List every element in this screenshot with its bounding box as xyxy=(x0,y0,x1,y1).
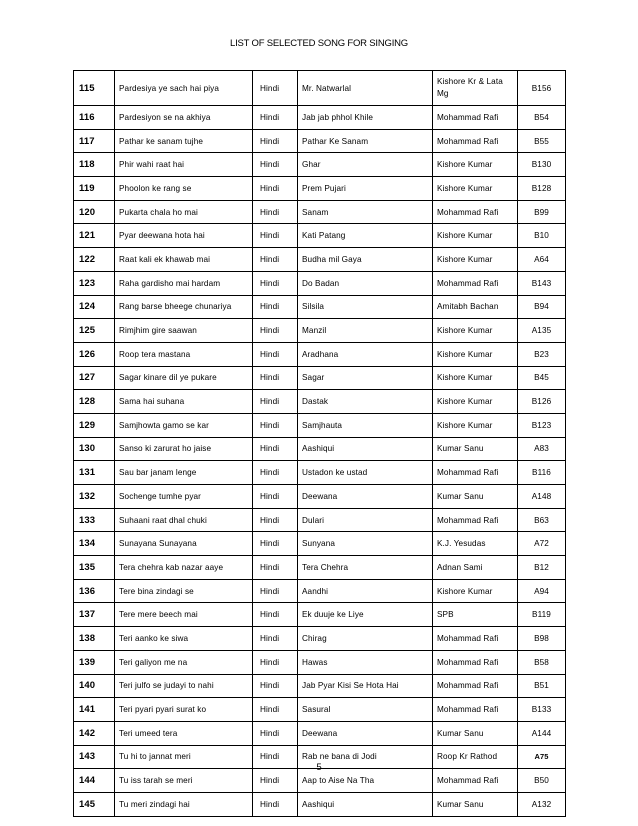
table-row xyxy=(74,485,566,509)
film-cell: Ghar xyxy=(298,153,433,177)
language-cell: Hindi xyxy=(253,390,298,414)
language-cell: Hindi xyxy=(253,603,298,627)
table-row xyxy=(74,200,566,224)
song-code-cell: A135 xyxy=(518,319,566,343)
singer-cell: Kishore Kumar xyxy=(433,153,518,177)
song-code-cell: B99 xyxy=(518,200,566,224)
song-code-cell: B133 xyxy=(518,698,566,722)
song-number-cell: 118 xyxy=(74,153,115,177)
song-title-cell: Teri pyari pyari surat ko xyxy=(115,698,253,722)
language-cell: Hindi xyxy=(253,745,298,769)
singer-cell: Mohammad Rafi xyxy=(433,271,518,295)
singer-cell: Kumar Sanu xyxy=(433,792,518,816)
singer-cell: Mohammad Rafi xyxy=(433,650,518,674)
table-row xyxy=(74,532,566,556)
table-row xyxy=(74,698,566,722)
song-number-cell: 143 xyxy=(74,745,115,769)
table-row xyxy=(74,295,566,319)
language-cell: Hindi xyxy=(253,366,298,390)
song-title-cell: Teri julfo se judayi to nahi xyxy=(115,674,253,698)
song-number-cell: 125 xyxy=(74,319,115,343)
film-cell: Dulari xyxy=(298,508,433,532)
singer-cell: Adnan Sami xyxy=(433,556,518,580)
song-code-cell: A132 xyxy=(518,792,566,816)
song-number-cell: 116 xyxy=(74,106,115,130)
song-number-cell: 142 xyxy=(74,721,115,745)
song-number-cell: 115 xyxy=(74,71,115,106)
song-code-cell: A72 xyxy=(518,532,566,556)
film-cell: Sagar xyxy=(298,366,433,390)
song-title-cell: Tere bina zindagi se xyxy=(115,579,253,603)
song-code-cell: B54 xyxy=(518,106,566,130)
song-code-cell: B51 xyxy=(518,674,566,698)
film-cell: Budha mil Gaya xyxy=(298,248,433,272)
song-title-cell: Rang barse bheege chunariya xyxy=(115,295,253,319)
song-code-cell: B10 xyxy=(518,224,566,248)
table-row xyxy=(74,461,566,485)
song-title-cell: Tu iss tarah se meri xyxy=(115,769,253,793)
film-cell: Silsila xyxy=(298,295,433,319)
language-cell: Hindi xyxy=(253,437,298,461)
film-cell: Do Badan xyxy=(298,271,433,295)
song-code-cell: B55 xyxy=(518,129,566,153)
song-title-cell: Samjhowta gamo se kar xyxy=(115,413,253,437)
film-cell: Aandhi xyxy=(298,579,433,603)
singer-cell: Kishore Kumar xyxy=(433,224,518,248)
film-cell: Sasural xyxy=(298,698,433,722)
film-cell: Dastak xyxy=(298,390,433,414)
film-cell: Deewana xyxy=(298,721,433,745)
song-number-cell: 123 xyxy=(74,271,115,295)
song-number-cell: 134 xyxy=(74,532,115,556)
song-title-cell: Sochenge tumhe pyar xyxy=(115,485,253,509)
film-cell: Ustadon ke ustad xyxy=(298,461,433,485)
language-cell: Hindi xyxy=(253,674,298,698)
song-code-cell: B45 xyxy=(518,366,566,390)
song-title-cell: Teri umeed tera xyxy=(115,721,253,745)
song-number-cell: 126 xyxy=(74,342,115,366)
language-cell: Hindi xyxy=(253,153,298,177)
language-cell: Hindi xyxy=(253,792,298,816)
song-number-cell: 127 xyxy=(74,366,115,390)
singer-cell: Mohammad Rafi xyxy=(433,129,518,153)
song-code-cell: A75 xyxy=(518,745,566,769)
song-code-cell: B23 xyxy=(518,342,566,366)
song-code-cell: B94 xyxy=(518,295,566,319)
singer-cell: Kishore Kumar xyxy=(433,390,518,414)
song-title-cell: Pyar deewana hota hai xyxy=(115,224,253,248)
singer-cell: Kishore Kumar xyxy=(433,413,518,437)
song-title-cell: Sunayana Sunayana xyxy=(115,532,253,556)
table-row xyxy=(74,71,566,106)
table-row xyxy=(74,437,566,461)
language-cell: Hindi xyxy=(253,579,298,603)
song-title-cell: Sanso ki zarurat ho jaise xyxy=(115,437,253,461)
song-code-cell: B50 xyxy=(518,769,566,793)
language-cell: Hindi xyxy=(253,461,298,485)
song-table-body xyxy=(74,71,566,817)
song-title-cell: Pathar ke sanam tujhe xyxy=(115,129,253,153)
song-number-cell: 129 xyxy=(74,413,115,437)
song-title-cell: Phir wahi raat hai xyxy=(115,153,253,177)
film-cell: Sanam xyxy=(298,200,433,224)
singer-cell: Mohammad Rafi xyxy=(433,461,518,485)
table-row xyxy=(74,366,566,390)
song-number-cell: 136 xyxy=(74,579,115,603)
singer-cell: Mohammad Rafi xyxy=(433,627,518,651)
song-number-cell: 144 xyxy=(74,769,115,793)
language-cell: Hindi xyxy=(253,532,298,556)
language-cell: Hindi xyxy=(253,721,298,745)
table-row xyxy=(74,721,566,745)
singer-cell: Mohammad Rafi xyxy=(433,508,518,532)
song-code-cell: B116 xyxy=(518,461,566,485)
film-cell: Mr. Natwarlal xyxy=(298,71,433,106)
table-row xyxy=(74,508,566,532)
song-code-cell: B156 xyxy=(518,71,566,106)
film-cell: Samjhauta xyxy=(298,413,433,437)
table-row xyxy=(74,319,566,343)
language-cell: Hindi xyxy=(253,129,298,153)
song-title-cell: Suhaani raat dhal chuki xyxy=(115,508,253,532)
song-title-cell: Raat kali ek khawab mai xyxy=(115,248,253,272)
singer-cell: Kishore Kumar xyxy=(433,177,518,201)
page-number: 5 xyxy=(316,762,322,773)
song-number-cell: 135 xyxy=(74,556,115,580)
language-cell: Hindi xyxy=(253,177,298,201)
language-cell: Hindi xyxy=(253,698,298,722)
language-cell: Hindi xyxy=(253,319,298,343)
table-row xyxy=(74,650,566,674)
language-cell: Hindi xyxy=(253,224,298,248)
language-cell: Hindi xyxy=(253,769,298,793)
song-code-cell: B58 xyxy=(518,650,566,674)
table-row xyxy=(74,556,566,580)
song-code-cell: A64 xyxy=(518,248,566,272)
song-title-cell: Sau bar janam lenge xyxy=(115,461,253,485)
page-title: LIST OF SELECTED SONG FOR SINGING xyxy=(230,38,408,49)
singer-cell: Kumar Sanu xyxy=(433,437,518,461)
song-number-cell: 141 xyxy=(74,698,115,722)
song-title-cell: Roop tera mastana xyxy=(115,342,253,366)
table-row xyxy=(74,674,566,698)
song-number-cell: 119 xyxy=(74,177,115,201)
singer-cell: Mohammad Rafi xyxy=(433,698,518,722)
language-cell: Hindi xyxy=(253,342,298,366)
song-code-cell: B123 xyxy=(518,413,566,437)
singer-cell: Kishore Kumar xyxy=(433,579,518,603)
singer-cell: K.J. Yesudas xyxy=(433,532,518,556)
song-number-cell: 145 xyxy=(74,792,115,816)
song-title-cell: Tera chehra kab nazar aaye xyxy=(115,556,253,580)
singer-cell: Kumar Sanu xyxy=(433,721,518,745)
singer-cell: Mohammad Rafi xyxy=(433,106,518,130)
song-number-cell: 120 xyxy=(74,200,115,224)
film-cell: Hawas xyxy=(298,650,433,674)
song-title-cell: Rimjhim gire saawan xyxy=(115,319,253,343)
film-cell: Kati Patang xyxy=(298,224,433,248)
table-row xyxy=(74,224,566,248)
table-row xyxy=(74,177,566,201)
film-cell: Rab ne bana di Jodi xyxy=(298,745,433,769)
song-number-cell: 122 xyxy=(74,248,115,272)
song-title-cell: Teri aanko ke siwa xyxy=(115,627,253,651)
table-row xyxy=(74,390,566,414)
language-cell: Hindi xyxy=(253,295,298,319)
language-cell: Hindi xyxy=(253,248,298,272)
singer-cell: Kishore Kumar xyxy=(433,366,518,390)
table-row xyxy=(74,627,566,651)
singer-cell: Mohammad Rafi xyxy=(433,200,518,224)
song-title-cell: Sagar kinare dil ye pukare xyxy=(115,366,253,390)
song-number-cell: 132 xyxy=(74,485,115,509)
table-row xyxy=(74,579,566,603)
film-cell: Aradhana xyxy=(298,342,433,366)
table-row xyxy=(74,342,566,366)
song-number-cell: 124 xyxy=(74,295,115,319)
table-row xyxy=(74,603,566,627)
song-code-cell: B143 xyxy=(518,271,566,295)
song-code-cell: A144 xyxy=(518,721,566,745)
song-title-cell: Pardesiya ye sach hai piya xyxy=(115,71,253,106)
singer-cell: Mohammad Rafi xyxy=(433,674,518,698)
film-cell: Aashiqui xyxy=(298,792,433,816)
table-row xyxy=(74,129,566,153)
table-row xyxy=(74,792,566,816)
song-title-cell: Teri galiyon me na xyxy=(115,650,253,674)
film-cell: Ek duuje ke Liye xyxy=(298,603,433,627)
singer-cell: Kumar Sanu xyxy=(433,485,518,509)
table-row xyxy=(74,153,566,177)
film-cell: Manzil xyxy=(298,319,433,343)
language-cell: Hindi xyxy=(253,508,298,532)
table-row xyxy=(74,271,566,295)
song-number-cell: 138 xyxy=(74,627,115,651)
song-title-cell: Phoolon ke rang se xyxy=(115,177,253,201)
singer-cell: Kishore Kr & Lata Mg xyxy=(433,71,518,106)
song-title-cell: Raha gardisho mai hardam xyxy=(115,271,253,295)
film-cell: Jab jab phhol Khile xyxy=(298,106,433,130)
song-code-cell: B130 xyxy=(518,153,566,177)
song-number-cell: 137 xyxy=(74,603,115,627)
song-code-cell: B63 xyxy=(518,508,566,532)
film-cell: Sunyana xyxy=(298,532,433,556)
language-cell: Hindi xyxy=(253,71,298,106)
song-number-cell: 128 xyxy=(74,390,115,414)
table-row xyxy=(74,413,566,437)
song-number-cell: 140 xyxy=(74,674,115,698)
film-cell: Prem Pujari xyxy=(298,177,433,201)
language-cell: Hindi xyxy=(253,556,298,580)
language-cell: Hindi xyxy=(253,200,298,224)
song-number-cell: 130 xyxy=(74,437,115,461)
song-number-cell: 117 xyxy=(74,129,115,153)
song-code-cell: B126 xyxy=(518,390,566,414)
singer-cell: Roop Kr Rathod xyxy=(433,745,518,769)
language-cell: Hindi xyxy=(253,650,298,674)
song-code-cell: A83 xyxy=(518,437,566,461)
song-title-cell: Sama hai suhana xyxy=(115,390,253,414)
song-number-cell: 133 xyxy=(74,508,115,532)
singer-cell: SPB xyxy=(433,603,518,627)
song-title-cell: Tu hi to jannat meri xyxy=(115,745,253,769)
language-cell: Hindi xyxy=(253,627,298,651)
song-title-cell: Tu meri zindagi hai xyxy=(115,792,253,816)
song-number-cell: 121 xyxy=(74,224,115,248)
song-code-cell: A148 xyxy=(518,485,566,509)
song-title-cell: Pardesiyon se na akhiya xyxy=(115,106,253,130)
song-code-cell: B119 xyxy=(518,603,566,627)
language-cell: Hindi xyxy=(253,271,298,295)
film-cell: Deewana xyxy=(298,485,433,509)
table-row xyxy=(74,248,566,272)
song-code-cell: A94 xyxy=(518,579,566,603)
film-cell: Aap to Aise Na Tha xyxy=(298,769,433,793)
table-row xyxy=(74,106,566,130)
film-cell: Aashiqui xyxy=(298,437,433,461)
song-number-cell: 139 xyxy=(74,650,115,674)
language-cell: Hindi xyxy=(253,413,298,437)
song-table xyxy=(73,70,566,817)
film-cell: Jab Pyar Kisi Se Hota Hai xyxy=(298,674,433,698)
film-cell: Pathar Ke Sanam xyxy=(298,129,433,153)
singer-cell: Kishore Kumar xyxy=(433,248,518,272)
song-number-cell: 131 xyxy=(74,461,115,485)
song-title-cell: Pukarta chala ho mai xyxy=(115,200,253,224)
film-cell: Chirag xyxy=(298,627,433,651)
singer-cell: Amitabh Bachan xyxy=(433,295,518,319)
film-cell: Tera Chehra xyxy=(298,556,433,580)
language-cell: Hindi xyxy=(253,485,298,509)
singer-cell: Kishore Kumar xyxy=(433,342,518,366)
song-title-cell: Tere mere beech mai xyxy=(115,603,253,627)
singer-cell: Kishore Kumar xyxy=(433,319,518,343)
song-code-cell: B128 xyxy=(518,177,566,201)
song-code-cell: B12 xyxy=(518,556,566,580)
song-code-cell: B98 xyxy=(518,627,566,651)
language-cell: Hindi xyxy=(253,106,298,130)
singer-cell: Mohammad Rafi xyxy=(433,769,518,793)
